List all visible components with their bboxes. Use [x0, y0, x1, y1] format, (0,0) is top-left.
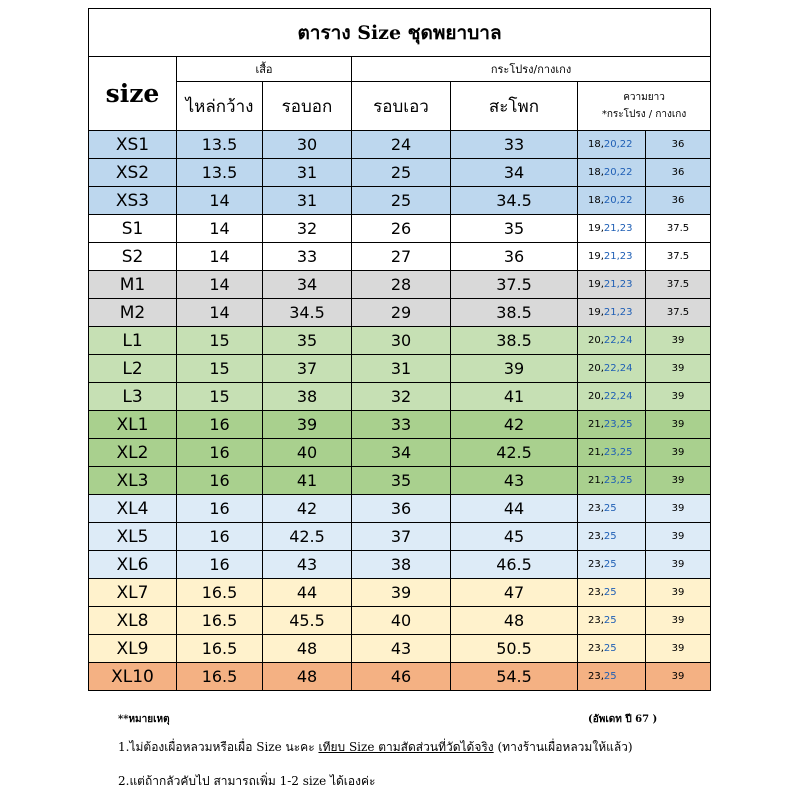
waist-cell: 39 [352, 579, 451, 607]
hip-cell: 38.5 [451, 299, 578, 327]
skirt-length-rest: 22,24 [603, 363, 633, 374]
size-row [89, 383, 711, 411]
waist-cell: 26 [352, 215, 451, 243]
chest-cell: 45.5 [263, 607, 352, 635]
size-row [89, 411, 711, 439]
skirt-length-rest: 23,25 [603, 475, 633, 486]
skirt-length-cell [578, 607, 646, 635]
hip-cell: 37.5 [451, 271, 578, 299]
waist-cell: 40 [352, 607, 451, 635]
pants-length-cell: 39 [646, 635, 711, 663]
skirt-length-rest: 25 [603, 615, 617, 626]
size-cell: S2 [89, 243, 177, 271]
skirt-length-rest: 20,22 [603, 139, 633, 150]
skirt-length-cell [578, 495, 646, 523]
shoulder-cell: 13.5 [177, 159, 263, 187]
shoulder-cell: 15 [177, 383, 263, 411]
size-row [89, 187, 711, 215]
shoulder-cell: 15 [177, 327, 263, 355]
chart-title: ตาราง Size ชุดพยาบาล [89, 9, 711, 57]
skirt-length-rest: 25 [603, 587, 617, 598]
chest-cell: 34.5 [263, 299, 352, 327]
hip-cell: 48 [451, 607, 578, 635]
skirt-length-first: 23, [588, 643, 604, 654]
shoulder-cell: 16 [177, 523, 263, 551]
waist-cell: 25 [352, 187, 451, 215]
skirt-length-rest: 25 [603, 671, 617, 682]
size-row [89, 243, 711, 271]
hip-cell: 41 [451, 383, 578, 411]
pants-length-cell: 39 [646, 439, 711, 467]
pants-length-cell: 39 [646, 327, 711, 355]
waist-cell: 34 [352, 439, 451, 467]
size-cell: L1 [89, 327, 177, 355]
hip-cell: 33 [451, 131, 578, 159]
note-1 [118, 738, 633, 757]
hip-cell: 35 [451, 215, 578, 243]
chest-cell: 44 [263, 579, 352, 607]
waist-cell: 31 [352, 355, 451, 383]
chest-cell: 48 [263, 663, 352, 691]
skirt-length-cell [578, 411, 646, 439]
size-cell: L2 [89, 355, 177, 383]
skirt-length-cell [578, 551, 646, 579]
size-row [89, 215, 711, 243]
size-cell: XL2 [89, 439, 177, 467]
size-row [89, 579, 711, 607]
size-row [89, 271, 711, 299]
size-cell: XL4 [89, 495, 177, 523]
updated-label: (อัพเดท ปี 67 ) [588, 714, 658, 725]
waist-cell: 36 [352, 495, 451, 523]
note-2: 2.แต่ถ้ากลัวคับไป สามารถเพิ่ม 1-2 size ได้เองค่ะ [118, 774, 376, 788]
shoulder-cell: 16 [177, 551, 263, 579]
hip-cell: 42.5 [451, 439, 578, 467]
chest-cell: 48 [263, 635, 352, 663]
hip-cell: 50.5 [451, 635, 578, 663]
pants-length-cell: 39 [646, 551, 711, 579]
skirt-length-cell [578, 271, 646, 299]
skirt-length-first: 20, [588, 335, 604, 346]
chest-cell: 42.5 [263, 523, 352, 551]
skirt-length-rest: 22,24 [603, 391, 633, 402]
remark-label: **หมายเหตุ [118, 714, 170, 725]
skirt-length-rest: 21,23 [603, 223, 633, 234]
skirt-length-first: 18, [588, 139, 604, 150]
pants-length-cell: 37.5 [646, 243, 711, 271]
pants-length-cell: 36 [646, 187, 711, 215]
shoulder-cell: 14 [177, 187, 263, 215]
shoulder-cell: 16 [177, 411, 263, 439]
length-header-label: ความยาว [623, 92, 665, 103]
pants-length-cell: 39 [646, 663, 711, 691]
size-chart-table [88, 8, 711, 691]
hip-cell: 46.5 [451, 551, 578, 579]
skirt-length-first: 19, [588, 307, 604, 318]
skirt-length-cell [578, 159, 646, 187]
skirt-length-first: 19, [588, 279, 604, 290]
chest-cell: 35 [263, 327, 352, 355]
waist-cell: 32 [352, 383, 451, 411]
size-row [89, 495, 711, 523]
size-row [89, 299, 711, 327]
waist-cell: 25 [352, 159, 451, 187]
shoulder-cell: 14 [177, 271, 263, 299]
chest-cell: 30 [263, 131, 352, 159]
hip-cell: 36 [451, 243, 578, 271]
length-header-sub: *กระโปรง / กางเกง [601, 109, 687, 120]
pants-length-cell: 39 [646, 355, 711, 383]
waist-cell: 24 [352, 131, 451, 159]
waist-cell: 28 [352, 271, 451, 299]
chest-cell: 40 [263, 439, 352, 467]
size-cell: XL7 [89, 579, 177, 607]
size-cell: L3 [89, 383, 177, 411]
skirt-length-cell [578, 355, 646, 383]
chest-cell: 33 [263, 243, 352, 271]
pants-length-cell: 36 [646, 131, 711, 159]
skirt-length-cell [578, 579, 646, 607]
chest-cell: 41 [263, 467, 352, 495]
shoulder-cell: 14 [177, 243, 263, 271]
shoulder-cell: 16 [177, 495, 263, 523]
skirt-length-first: 21, [588, 419, 604, 430]
skirt-length-cell [578, 131, 646, 159]
skirt-length-first: 20, [588, 391, 604, 402]
pants-length-cell: 37.5 [646, 271, 711, 299]
waist-cell: 33 [352, 411, 451, 439]
size-cell: XL6 [89, 551, 177, 579]
waist-column-header: รอบเอว [352, 82, 451, 131]
size-cell: XS1 [89, 131, 177, 159]
chest-column-header: รอบอก [263, 82, 352, 131]
skirt-length-rest: 20,22 [603, 195, 633, 206]
pants-length-cell: 37.5 [646, 215, 711, 243]
size-cell: XL1 [89, 411, 177, 439]
shoulder-cell: 15 [177, 355, 263, 383]
waist-cell: 46 [352, 663, 451, 691]
shoulder-cell: 14 [177, 215, 263, 243]
skirt-length-rest: 21,23 [603, 279, 633, 290]
size-cell: XS2 [89, 159, 177, 187]
waist-cell: 27 [352, 243, 451, 271]
pants-length-cell: 39 [646, 467, 711, 495]
skirt-length-cell [578, 215, 646, 243]
skirt-length-cell [578, 383, 646, 411]
size-cell: XL9 [89, 635, 177, 663]
note-1-part-a: 1.ไม่ต้องเผื่อหลวมหรือเผื่อ Size นะคะ [118, 740, 315, 754]
skirt-length-first: 21, [588, 447, 604, 458]
hip-cell: 34.5 [451, 187, 578, 215]
size-cell: S1 [89, 215, 177, 243]
shoulder-cell: 16.5 [177, 635, 263, 663]
size-row [89, 663, 711, 691]
skirt-length-first: 23, [588, 559, 604, 570]
hip-cell: 42 [451, 411, 578, 439]
pants-length-cell: 39 [646, 411, 711, 439]
hip-cell: 47 [451, 579, 578, 607]
chest-cell: 37 [263, 355, 352, 383]
size-cell: M1 [89, 271, 177, 299]
size-rows [89, 131, 711, 691]
hip-cell: 34 [451, 159, 578, 187]
length-column-header [578, 82, 711, 131]
waist-cell: 30 [352, 327, 451, 355]
size-column-header: size [89, 57, 177, 131]
size-row [89, 439, 711, 467]
skirt-length-first: 19, [588, 223, 604, 234]
skirt-length-rest: 20,22 [603, 167, 633, 178]
skirt-length-cell [578, 467, 646, 495]
size-row [89, 607, 711, 635]
chest-cell: 32 [263, 215, 352, 243]
skirt-length-first: 18, [588, 195, 604, 206]
waist-cell: 35 [352, 467, 451, 495]
note-1-part-b: เทียบ Size ตามสัดส่วนที่วัดได้จริง [318, 740, 494, 754]
skirt-length-rest: 21,23 [603, 307, 633, 318]
skirt-length-first: 23, [588, 587, 604, 598]
chest-cell: 42 [263, 495, 352, 523]
skirt-length-rest: 23,25 [603, 419, 633, 430]
skirt-length-cell [578, 187, 646, 215]
skirt-length-first: 23, [588, 531, 604, 542]
size-row [89, 327, 711, 355]
hip-cell: 39 [451, 355, 578, 383]
pants-length-cell: 39 [646, 607, 711, 635]
skirt-length-rest: 25 [603, 503, 617, 514]
hip-cell: 54.5 [451, 663, 578, 691]
hip-cell: 45 [451, 523, 578, 551]
pants-length-cell: 39 [646, 579, 711, 607]
shoulder-cell: 16.5 [177, 663, 263, 691]
skirt-length-rest: 25 [603, 531, 617, 542]
skirt-length-first: 21, [588, 475, 604, 486]
size-row [89, 635, 711, 663]
shoulder-cell: 13.5 [177, 131, 263, 159]
chest-cell: 34 [263, 271, 352, 299]
pants-length-cell: 39 [646, 383, 711, 411]
size-cell: M2 [89, 299, 177, 327]
skirt-length-first: 18, [588, 167, 604, 178]
bottom-group-header: กระโปรง/กางเกง [352, 57, 711, 82]
skirt-length-rest: 22,24 [603, 335, 633, 346]
shoulder-cell: 16 [177, 467, 263, 495]
size-cell: XL8 [89, 607, 177, 635]
size-row [89, 551, 711, 579]
shoulder-cell: 16.5 [177, 607, 263, 635]
skirt-length-rest: 25 [603, 643, 617, 654]
chest-cell: 38 [263, 383, 352, 411]
chest-cell: 43 [263, 551, 352, 579]
skirt-length-rest: 23,25 [603, 447, 633, 458]
skirt-length-first: 20, [588, 363, 604, 374]
size-row [89, 355, 711, 383]
size-cell: XL10 [89, 663, 177, 691]
shoulder-cell: 14 [177, 299, 263, 327]
chest-cell: 31 [263, 159, 352, 187]
skirt-length-cell [578, 299, 646, 327]
size-cell: XL3 [89, 467, 177, 495]
size-cell: XL5 [89, 523, 177, 551]
skirt-length-cell [578, 523, 646, 551]
pants-length-cell: 37.5 [646, 299, 711, 327]
shoulder-column-header: ไหล่กว้าง [177, 82, 263, 131]
shoulder-cell: 16 [177, 439, 263, 467]
hip-column-header: สะโพก [451, 82, 578, 131]
waist-cell: 43 [352, 635, 451, 663]
chest-cell: 31 [263, 187, 352, 215]
note-1-part-c: (ทางร้านเผื่อหลวมให้แล้ว) [497, 740, 633, 754]
size-row [89, 131, 711, 159]
size-row [89, 523, 711, 551]
waist-cell: 37 [352, 523, 451, 551]
hip-cell: 43 [451, 467, 578, 495]
waist-cell: 38 [352, 551, 451, 579]
size-row [89, 467, 711, 495]
pants-length-cell: 39 [646, 523, 711, 551]
skirt-length-rest: 25 [603, 559, 617, 570]
skirt-length-cell [578, 663, 646, 691]
shoulder-cell: 16.5 [177, 579, 263, 607]
skirt-length-rest: 21,23 [603, 251, 633, 262]
skirt-length-first: 23, [588, 615, 604, 626]
hip-cell: 38.5 [451, 327, 578, 355]
skirt-length-cell [578, 243, 646, 271]
shirt-group-header: เสื้อ [177, 57, 352, 82]
skirt-length-cell [578, 327, 646, 355]
skirt-length-cell [578, 635, 646, 663]
size-cell: XS3 [89, 187, 177, 215]
pants-length-cell: 39 [646, 495, 711, 523]
hip-cell: 44 [451, 495, 578, 523]
pants-length-cell: 36 [646, 159, 711, 187]
skirt-length-cell [578, 439, 646, 467]
skirt-length-first: 23, [588, 671, 604, 682]
waist-cell: 29 [352, 299, 451, 327]
size-row [89, 159, 711, 187]
skirt-length-first: 23, [588, 503, 604, 514]
skirt-length-first: 19, [588, 251, 604, 262]
chest-cell: 39 [263, 411, 352, 439]
